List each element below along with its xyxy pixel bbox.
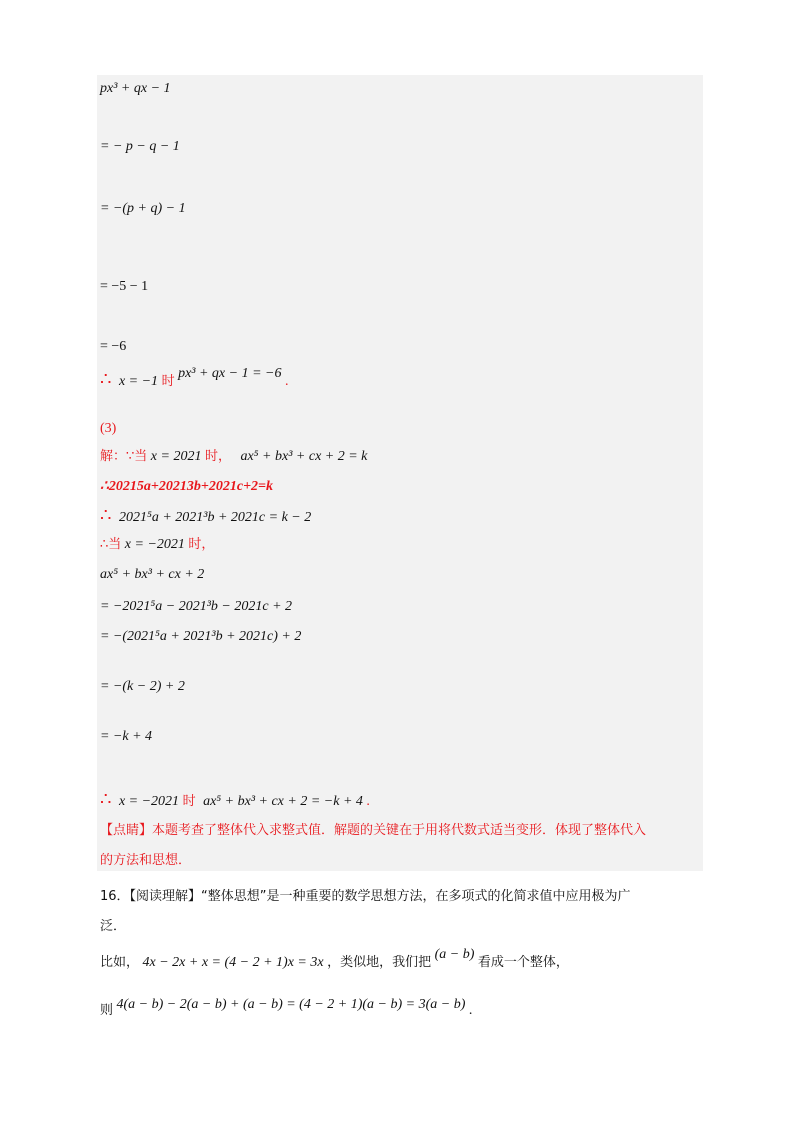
solution-panel [97, 75, 703, 871]
therefore-symbol: ∴ [100, 789, 112, 809]
condition: x = −2021 [118, 794, 180, 809]
problem-16-line-3 [100, 947, 569, 972]
when-line [100, 536, 214, 554]
given-condition: x = 2021 [150, 449, 202, 464]
comment-line-1: 【点睛】本题考查了整体代入求整式值．解题的关键在于用将代数式适当变形．体现了整体代入 [100, 823, 647, 838]
condition: x = −1 [118, 374, 159, 389]
expr-line-6: ax⁵ + bx³ + cx + 2 [100, 567, 205, 582]
period: . [468, 1003, 473, 1018]
group-expr: (a − b) [434, 947, 475, 962]
when-label: ∴当 [100, 537, 122, 552]
rearranged-expr: 2021⁵a + 2021³b + 2021c = k − 2 [118, 510, 312, 525]
result-expr: ax⁵ + bx³ + cx + 2 = −k + 4 [203, 794, 363, 809]
shi-label: 时， [204, 449, 231, 464]
then-expr: 4(a − b) − 2(a − b) + (a − b) = (4 − 2 + 1)(a − b) = 3(a − b) [116, 997, 466, 1012]
example-expr: 4x − 2x + x = (4 − 2 + 1)x = 3x [142, 955, 324, 970]
rearranged-line [100, 506, 311, 527]
expr-line-8: = −(2021⁵a + 2021³b + 2021c) + 2 [100, 629, 302, 644]
comment-line-2: 的方法和思想． [100, 853, 192, 868]
expr-line-3: = −(p + q) − 1 [100, 201, 186, 216]
problem-16-line-1: 16．【阅读理解】“整体思想”是一种重要的数学思想方法，在多项式的化简求值中应用极为广 [100, 889, 631, 904]
problem-16-line-2: 泛． [100, 919, 127, 934]
given-line [100, 448, 367, 466]
conclusion-line-2 [100, 790, 370, 811]
then-prefix: 则 [100, 1003, 114, 1018]
solution-intro: 解：∵当 [100, 449, 148, 464]
therefore-symbol: ∴ [100, 369, 112, 389]
expr-line-5: = −6 [100, 339, 127, 354]
therefore-symbol: ∴ [100, 505, 112, 525]
expr-line-4: = −5 − 1 [100, 279, 149, 294]
shi-label: 时 [161, 374, 175, 389]
expr-line-10: = −k + 4 [100, 729, 153, 744]
given-expr: ax⁵ + bx³ + cx + 2 = k [240, 449, 368, 464]
problem-16-line-4 [100, 996, 473, 1018]
shi-label: 时， [188, 537, 215, 552]
shi-label: 时 [182, 794, 196, 809]
expr-line-9: = −(k − 2) + 2 [100, 679, 185, 694]
period: . [366, 794, 370, 809]
when-condition: x = −2021 [124, 537, 185, 552]
expr-line-2: = − p − q − 1 [100, 139, 180, 154]
example-prefix: 比如， [100, 955, 140, 970]
result-expr: px³ + qx − 1 = −6 [178, 366, 282, 381]
expr-line-7: = −2021⁵a − 2021³b − 2021c + 2 [100, 599, 293, 614]
substitution-line: ∴20215a+20213b+2021c+2=k [100, 479, 274, 494]
part-3-label: (3) [100, 421, 117, 436]
example-suffix: 看成一个整体， [477, 955, 569, 970]
expr-line-1: px³ + qx − 1 [100, 81, 171, 96]
example-mid: ，类似地，我们把 [327, 955, 432, 970]
conclusion-line-1 [100, 366, 289, 391]
period: . [285, 374, 289, 389]
